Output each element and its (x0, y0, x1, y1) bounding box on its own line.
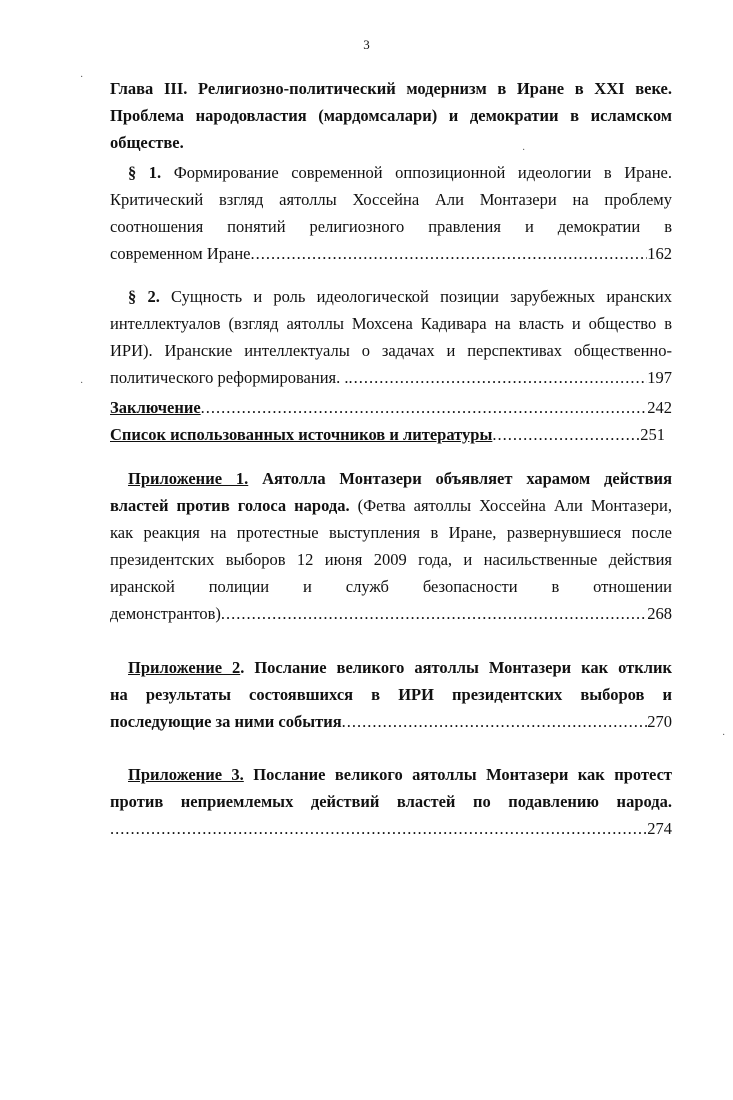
appendix-3-leader-line (110, 815, 672, 842)
scan-mark: · (722, 730, 726, 741)
section-1-leader-line: современном Иране ..... 162 (110, 240, 672, 267)
appendix-3-page: 274 (647, 819, 672, 838)
scan-mark: · (522, 145, 526, 156)
section-1-page: 162 (647, 244, 672, 263)
appendix-1-label: Приложение 1. (128, 469, 249, 488)
dot-leader (221, 600, 647, 627)
section-1-line: соотношения понятий религиозного правления и демократии в (110, 217, 672, 236)
dot-leader (342, 708, 648, 735)
appendix-1-line: иранской полиции и служб безопасности в отношении (110, 577, 672, 596)
dot-leader (110, 815, 647, 842)
appendix-2-line: на результаты состоявшихся в ИРИ президентских выборов и (110, 685, 672, 704)
section-1-number: § 1. (128, 163, 162, 182)
appendix-1-leader-line: демонстрантов) ..... 268 (110, 600, 672, 627)
appendix-1-page: 268 (647, 604, 672, 623)
conclusion-label: Заключение (110, 398, 201, 417)
section-2-number: § 2. (128, 287, 160, 306)
scan-mark: · (80, 72, 84, 83)
appendix-2-line: Приложение 2. Послание великого аятоллы Монтазери как отклик (128, 658, 672, 677)
toc-entry-appendix-1[interactable] (110, 465, 672, 627)
toc-entry-conclusion[interactable] (110, 394, 672, 421)
toc-entry-bibliography[interactable] (110, 421, 665, 448)
appendix-3-label: Приложение 3. (128, 765, 244, 784)
appendix-1-line: Приложение 1. Аятолла Монтазери объявляет харамом действия (128, 469, 672, 488)
appendix-3-line: Приложение 3. Послание великого аятоллы Монтазери как протест (128, 765, 672, 784)
dot-leader (201, 394, 648, 421)
bibliography-label: Список использованных источников и литературы (110, 425, 493, 444)
appendix-1-line: президентских выборов 12 июня 2009 года, и насильственные действия (110, 550, 672, 569)
section-1-line: Критический взгляд аятоллы Хоссейна Али Монтазери на проблему (110, 190, 672, 209)
appendix-2-label: Приложение 2 (128, 658, 241, 677)
appendix-3-line: против неприемлемых действий властей по подавлению народа. (110, 792, 672, 811)
section-2-line: интеллектуалов (взгляд аятоллы Мохсена Кадивара на власть и общество в (110, 314, 672, 333)
section-2-leader-line: политического реформирования. . ..... 197 (110, 364, 672, 391)
dot-leader (251, 240, 648, 267)
conclusion-page: 242 (647, 398, 672, 417)
appendix-1-line: как реакция на протестные выступления в Иране, развернувшиеся после (110, 523, 672, 542)
dot-leader (349, 364, 648, 391)
chapter-heading (110, 75, 672, 156)
chapter-title-line: Глава III. Религиозно-политический модернизм в Иране в XXI веке. (110, 79, 672, 98)
page-number: 3 (363, 37, 370, 52)
chapter-title-line: обществе. (110, 133, 184, 152)
dot-leader (492, 421, 640, 448)
toc-entry-section-1[interactable] (110, 159, 672, 267)
scan-mark: · (80, 378, 84, 389)
section-1-line: § 1. Формирование современной оппозиционной идеологии в Иране. (128, 163, 672, 182)
toc-entry-appendix-2[interactable] (110, 654, 672, 735)
appendix-1-line: властей против голоса народа. (Фетва аятоллы Хоссейна Али Монтазери, (110, 496, 672, 515)
section-2-page: 197 (647, 368, 672, 387)
appendix-2-leader-line: последующие за ними события ..... 270 (110, 708, 672, 735)
appendix-2-page: 270 (647, 712, 672, 731)
chapter-title-line: Проблема народовластия (мардомсалари) и демократии в исламском (110, 106, 672, 125)
section-2-line: ИРИ). Иранские интеллектуалы о задачах и перспективах общественно- (110, 341, 672, 360)
toc-entry-section-2[interactable] (110, 283, 672, 391)
toc-entry-appendix-3[interactable] (110, 761, 672, 842)
bibliography-page: 251 (640, 425, 665, 444)
conclusion-leader-line (110, 394, 672, 421)
section-2-line: § 2. Сущность и роль идеологической позиции зарубежных иранских (128, 287, 672, 306)
bibliography-leader-line (110, 421, 665, 448)
